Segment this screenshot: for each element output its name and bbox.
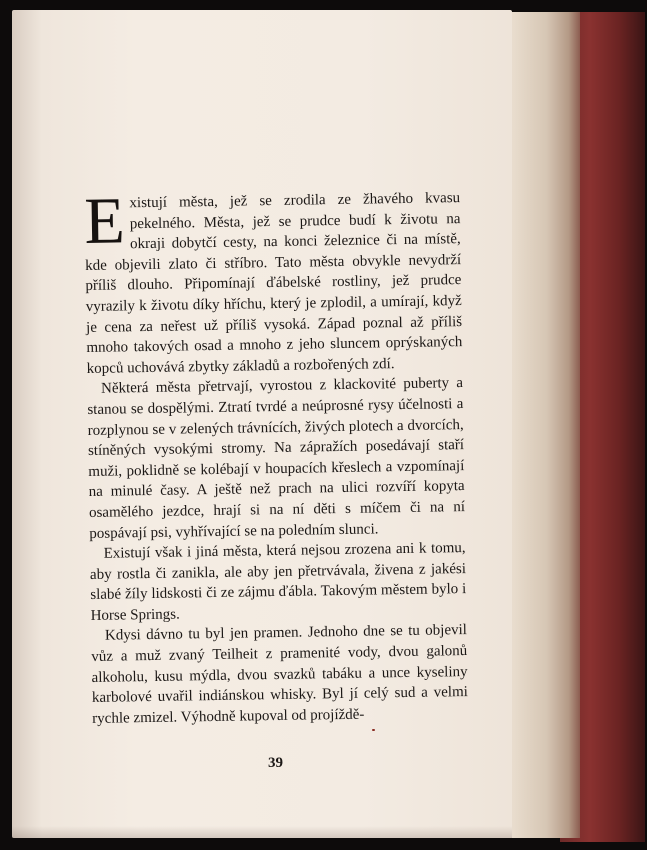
paragraph-1-text: xistují města, jež se zrodila ze žhavého kvasu pekelného. Města, jež se prudce budí k životu na okraji dobytčí cesty, na konci železnice či na místě, kde objevili zlato či stříbro. Tato města obvykle nevydrží příliš dlouho. Připomínají ďábelské rostliny, jež prudce vyrazily k životu díky hříchu, který je zplodil, a umírají, když je cena za neřest už příliš vysoká. Západ poznal až příliš mnoho takových osad a mnoho z jeho sluncem oprýskaných kopců uchovává zbytky základů a rozbořených zdí. — [85, 190, 463, 377]
paragraph-4: Kdysi dávno tu byl jen pramen. Jednoho dne se tu objevil vůz a muž zvaný Teilheit z pramenité vody, dvou galonů alkoholu, kusu mýdla, dvou svazků tabáku a unce kyseliny karbolové uvařil indiánskou whisky. Byl jí celý sud a velmi rychle zmizel. Výhodně kupoval od projíždě- — [91, 622, 468, 727]
drop-cap-letter: E — [83, 184, 126, 258]
page-number: 39 — [268, 755, 283, 771]
book-page — [12, 10, 512, 838]
body-text — [83, 184, 468, 729]
paragraph-2: Některá města přetrvají, vyrostou z klackovité puberty a stanou se dospělými. Ztratí tvrdé a neúprosné rysy účelnosti a rozplynou se v zelených trávnících, živých plotech a dvorcích, stíněných vysokými stromy. Na zápražích posedávají staří muži, poklidně se kolébají v houpacích křeslech a vzpomínají na minulé časy. A ještě než prach na ulici rozvíří kopyta osamělého jezdce, hrají si na ní děti s míčem či na ní pospávají psi, vyhřívající se na poledním slunci. — [87, 375, 466, 542]
paragraph-1 — [83, 184, 463, 379]
paragraph-3: Existují však i jiná města, která nejsou zrozena ani k tomu, aby rostla či zanikla, ale aby jen přetrvávala, živena z jakési slabé žíly lidskosti či ze zájmu ďábla. Takovým městem bylo i Horse Springs. — [89, 540, 467, 624]
ink-speck — [372, 729, 375, 731]
